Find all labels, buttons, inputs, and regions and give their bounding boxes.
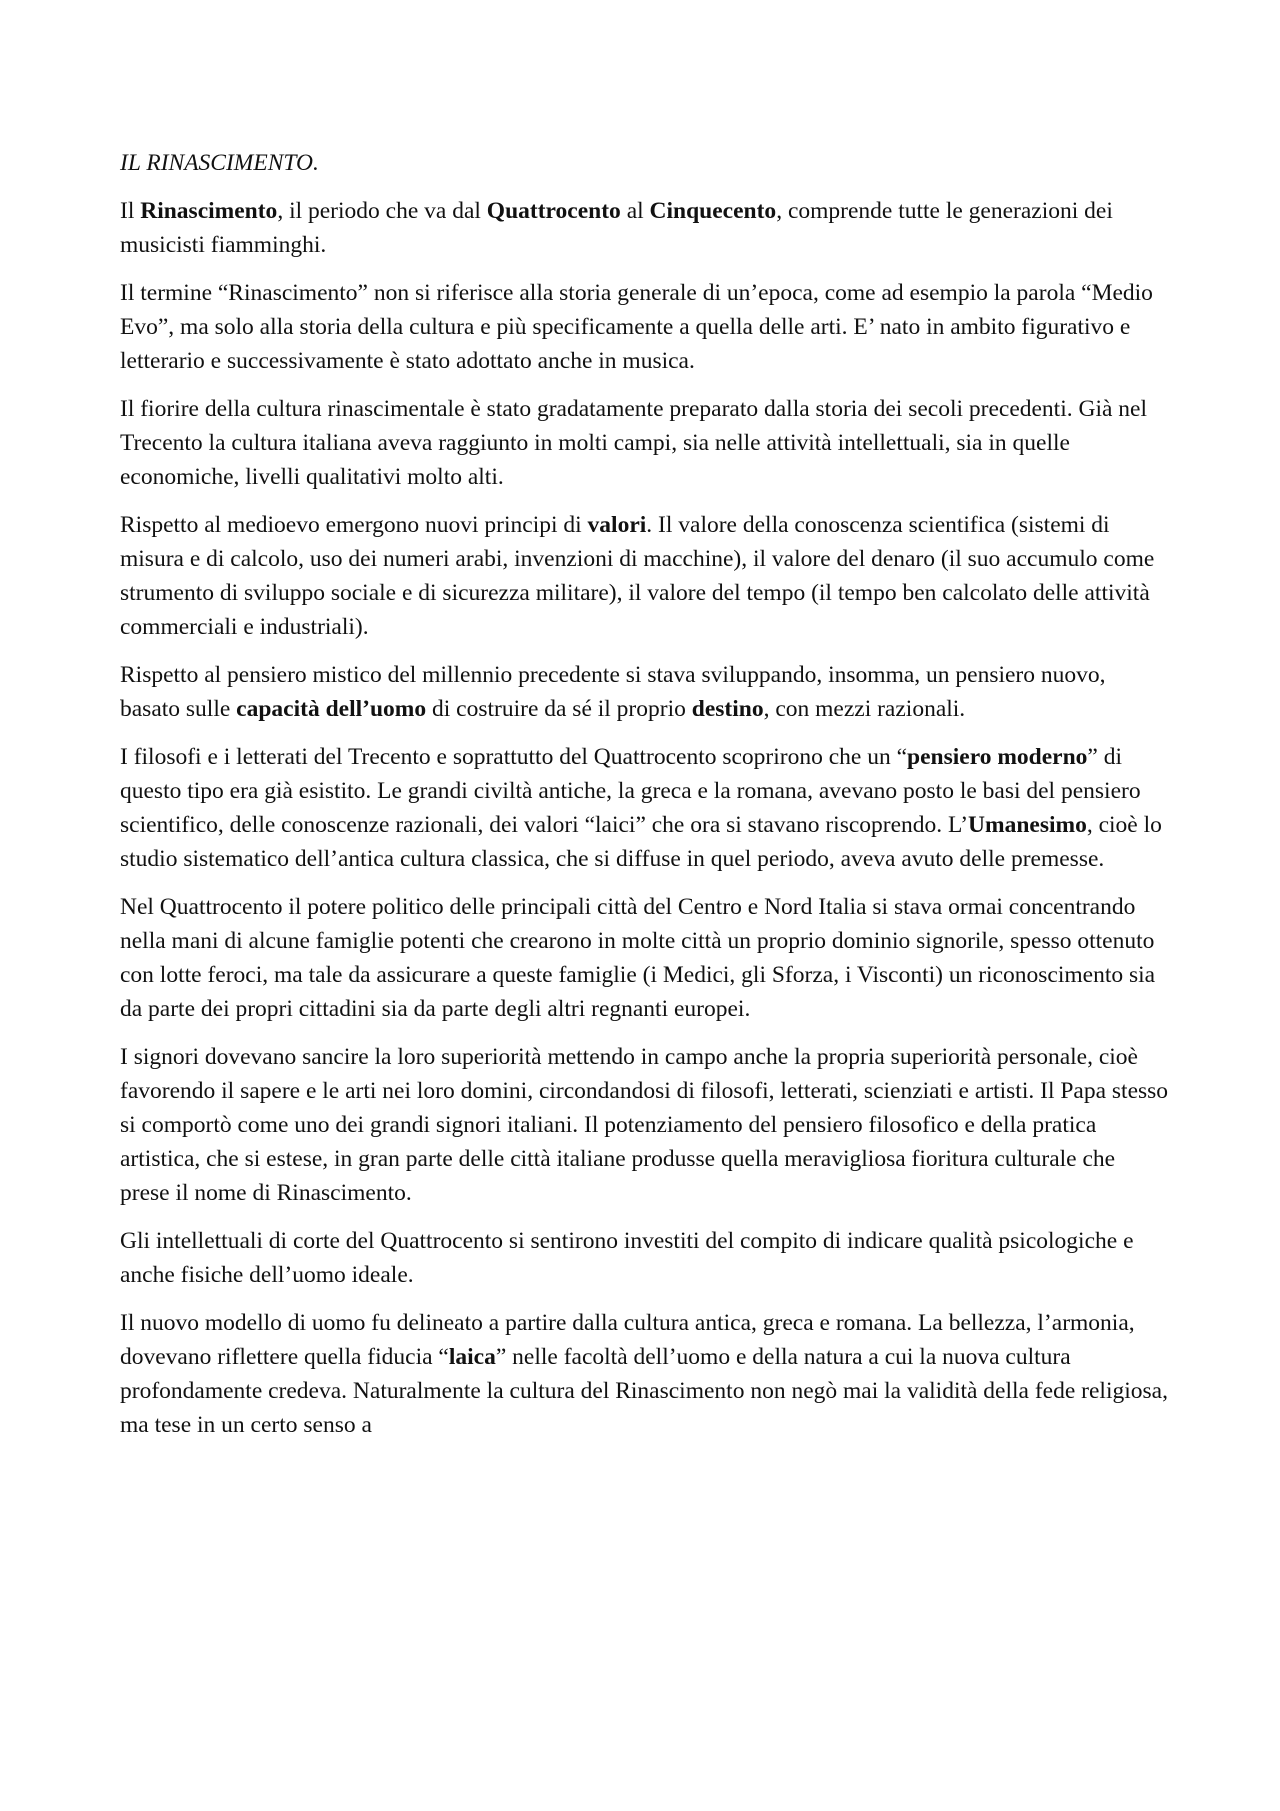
- document-title: IL RINASCIMENTO.: [120, 150, 319, 176]
- paragraph-list: [120, 194, 1170, 1442]
- paragraph: [120, 276, 1170, 378]
- bold-term: Rinascimento: [140, 198, 278, 224]
- bold-term: pensiero moderno: [907, 744, 1088, 770]
- text-run: I filosofi e i letterati del Trecento e soprattutto del Quattrocento scoprirono che un “: [120, 744, 908, 770]
- paragraph: [120, 392, 1170, 494]
- text-run: Gli intellettuali di corte del Quattrocento si sentirono investiti del compito di indicare qualità psicologiche e anche fisiche dell’uomo ideale.: [120, 1228, 1134, 1288]
- text-run: al: [620, 198, 650, 224]
- text-run: . Il valore della conoscenza scientifica (sistemi di misura e di calcolo, uso dei numeri arabi, invenzioni di macchine), il valore del denaro (il suo accumulo come strumento di sviluppo sociale e di sicurezza militare), il valore del tempo (il tempo ben calcolato delle attività commerciali e industriali).: [120, 512, 1155, 640]
- paragraph: [120, 890, 1170, 1026]
- text-run: Il fiorire della cultura rinascimentale è stato gradatamente preparato dalla storia dei secoli precedenti. Già nel Trecento la cultura italiana aveva raggiunto in molti campi, sia nelle attività intellettuali, sia in quelle economiche, livelli qualitativi molto alti.: [120, 396, 1148, 490]
- document-body: [120, 146, 1170, 1456]
- text-run: , con mezzi razionali.: [763, 696, 966, 722]
- text-run: ” di questo tipo era già esistito. Le grandi civiltà antiche, la greca e la romana, avevano posto le basi del pensiero scientifico, delle conoscenze razionali, dei valori “laici” che ora si stavano riscoprendo. L’: [120, 744, 1141, 838]
- text-run: Il nuovo modello di uomo fu delineato a partire dalla cultura antica, greca e romana. La bellezza, l’armonia, dovevano riflettere quella fiducia “: [120, 1310, 1135, 1370]
- text-run: Nel Quattrocento il potere politico delle principali città del Centro e Nord Italia si stava ormai concentrando nella mani di alcune famiglie potenti che crearono in molte città un proprio dominio signorile, spesso ottenuto con lotte feroci, ma tale da assicurare a queste famiglie (i Medici, gli Sforza, i Visconti) un riconoscimento sia da parte dei propri cittadini sia da parte degli altri regnanti europei.: [120, 894, 1156, 1022]
- bold-term: destino: [691, 696, 764, 722]
- bold-term: valori: [587, 512, 647, 538]
- text-run: Il: [120, 198, 141, 224]
- paragraph: [120, 508, 1170, 644]
- bold-term: Umanesimo: [968, 812, 1087, 838]
- paragraph: [120, 194, 1170, 262]
- text-run: , comprende tutte le generazioni dei musicisti fiamminghi.: [120, 198, 1113, 258]
- text-run: , il periodo che va dal: [277, 198, 487, 224]
- text-run: di costruire da sé il proprio: [426, 696, 692, 722]
- paragraph: [120, 1224, 1170, 1292]
- bold-term: Cinquecento: [649, 198, 777, 224]
- bold-term: laica: [448, 1344, 496, 1370]
- text-run: Rispetto al pensiero mistico del millennio precedente si stava sviluppando, insomma, un pensiero nuovo, basato sulle: [120, 662, 1106, 722]
- bold-term: capacità dell’uomo: [236, 696, 427, 722]
- bold-term: Quattrocento: [486, 198, 621, 224]
- text-run: I signori dovevano sancire la loro superiorità mettendo in campo anche la propria superiorità personale, cioè favorendo il sapere e le arti nei loro domini, circondandosi di filosofi, letterati, scienziati e artisti. Il Papa stesso si comportò come uno dei grandi signori italiani. Il potenziamento del pensiero filosofico e della pratica artistica, che si estese, in gran parte delle città italiane produsse quella meravigliosa fioritura culturale che prese il nome di Rinascimento.: [120, 1044, 1169, 1206]
- text-run: , cioè lo studio sistematico dell’antica cultura classica, che si diffuse in quel periodo, aveva avuto delle premesse.: [120, 812, 1162, 872]
- text-run: Rispetto al medioevo emergono nuovi principi di: [120, 512, 588, 538]
- text-run: ” nelle facoltà dell’uomo e della natura a cui la nuova cultura profondamente credeva. Naturalmente la cultura del Rinascimento non negò mai la validità della fede religiosa, ma tese in un certo senso a: [120, 1344, 1168, 1438]
- text-run: Il termine “Rinascimento” non si riferisce alla storia generale di un’epoca, come ad esempio la parola “Medio Evo”, ma solo alla storia della cultura e più specificamente a quella delle arti. E’ nato in ambito figurativo e letterario e successivamente è stato adottato anche in musica.: [120, 280, 1153, 374]
- paragraph: [120, 658, 1170, 726]
- paragraph: [120, 1306, 1170, 1442]
- paragraph: [120, 1040, 1170, 1210]
- paragraph: [120, 740, 1170, 876]
